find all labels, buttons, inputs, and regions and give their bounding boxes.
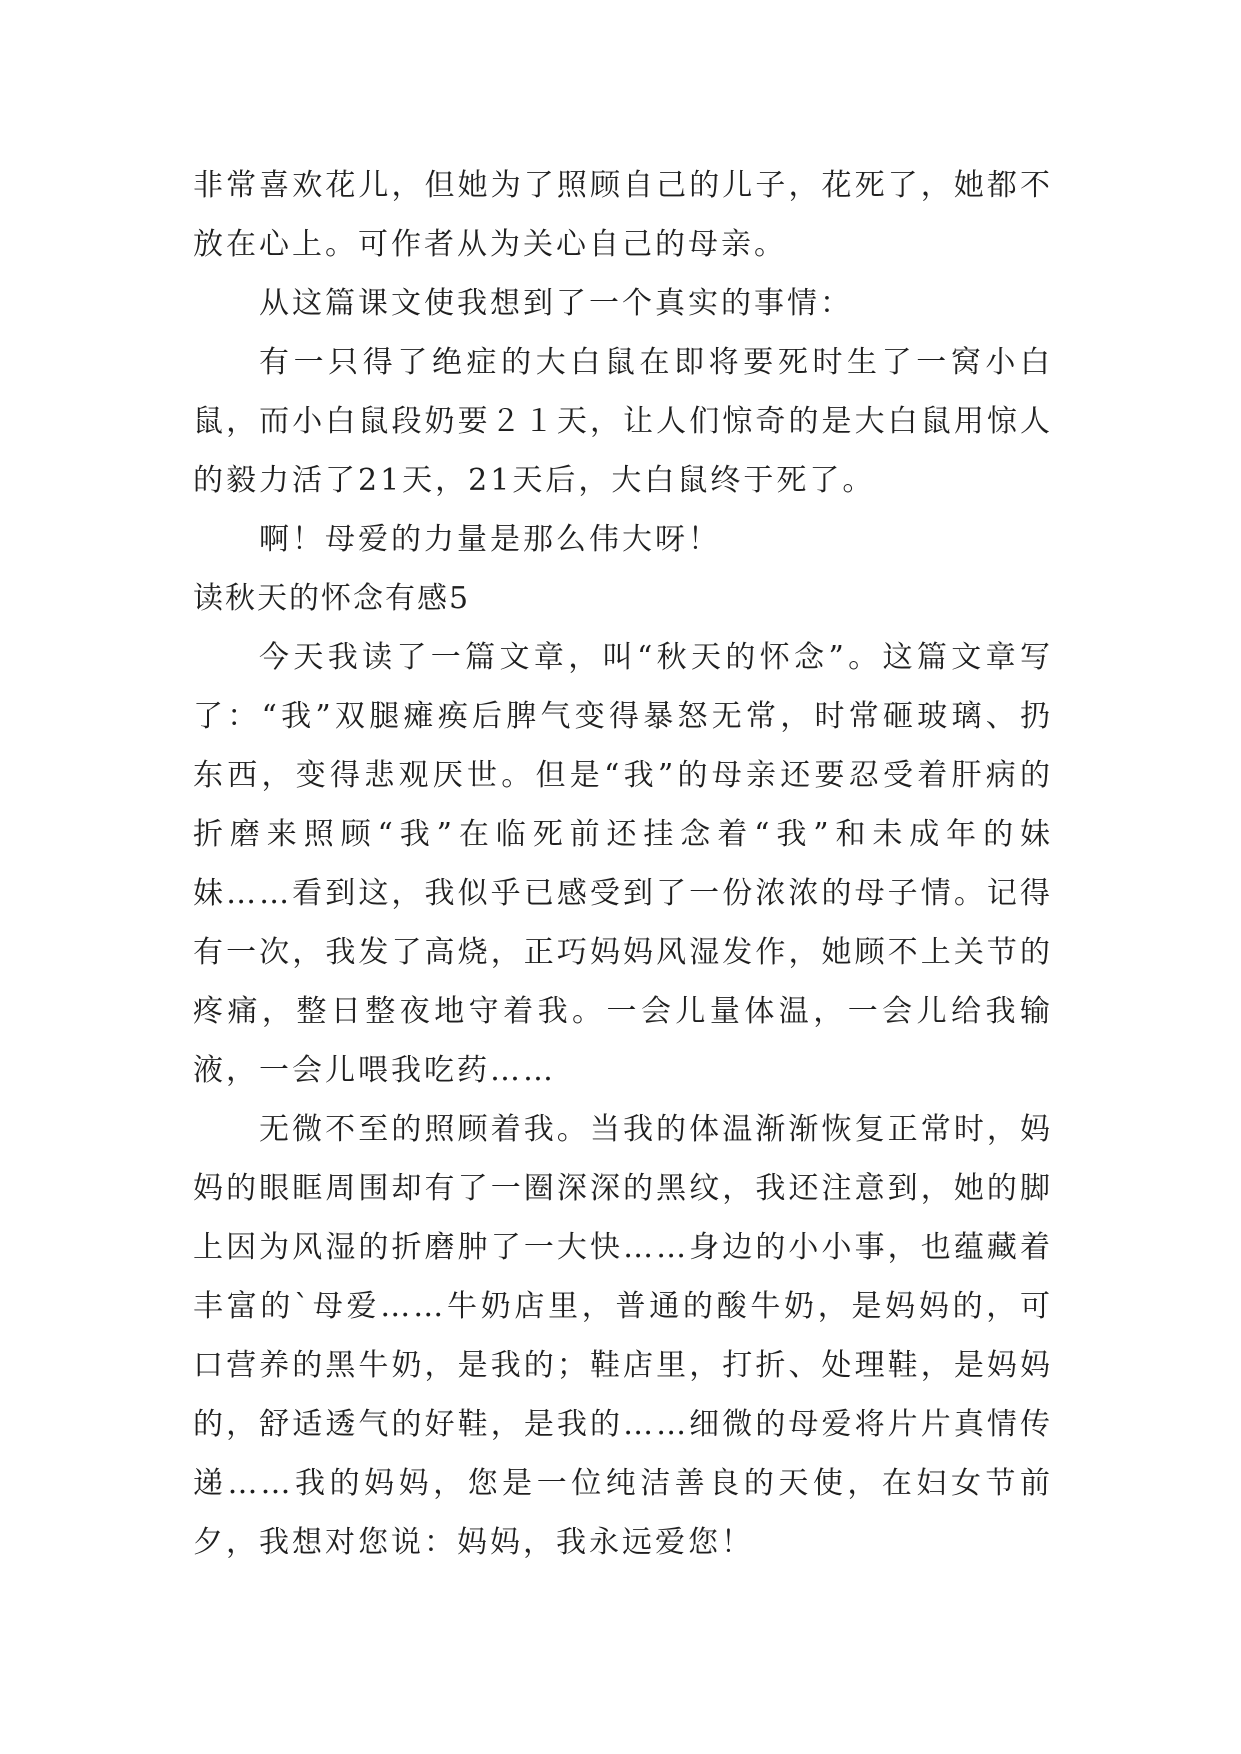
paragraph-exclamation: 啊！母爱的力量是那么伟大呀！	[259, 522, 721, 557]
document-body	[193, 156, 1053, 1572]
paragraph-reflection: 从这篇课文使我想到了一个真实的事情：	[259, 286, 853, 321]
paragraph-white-mouse-story: 有一只得了绝症的大白鼠在即将要死时生了一窝小白鼠，而小白鼠段奶要２１天，让人们惊奇的是大白鼠用惊人的毅力活了21天，21天后，大白鼠终于死了。	[193, 345, 1053, 498]
paragraph-essay-conclusion: 无微不至的照顾着我。当我的体温渐渐恢复正常时，妈妈的眼眶周围却有了一圈深深的黑纹，我还注意到，她的脚上因为风湿的折磨肿了一大快……身边的小小事，也蕴藏着丰富的`母爱……牛奶店里，普通的酸牛奶，是妈妈的，可口营养的黑牛奶，是我的；鞋店里，打折、处理鞋，是妈妈的，舒适透气的好鞋，是我的……细微的母爱将片片真情传递……我的妈妈，您是一位纯洁善良的天使，在妇女节前夕，我想对您说：妈妈，我永远爱您！	[193, 1112, 1053, 1560]
paragraph-continuation: 非常喜欢花儿，但她为了照顾自己的儿子，花死了，她都不放在心上。可作者从为关心自己的母亲。	[193, 168, 1053, 262]
paragraph-essay-intro: 今天我读了一篇文章，叫“秋天的怀念”。这篇文章写了：“我”双腿瘫痪后脾气变得暴怒无常，时常砸玻璃、扔东西，变得悲观厌世。但是“我”的母亲还要忍受着肝病的折磨来照顾“我”在临死前还挂念着“我”和未成年的妹妹……看到这，我似乎已感受到了一份浓浓的母子情。记得有一次，我发了高烧，正巧妈妈风湿发作，她顾不上关节的疼痛，整日整夜地守着我。一会儿量体温，一会儿给我输液，一会儿喂我吃药……	[193, 640, 1053, 1088]
section-heading: 读秋天的怀念有感5	[193, 581, 471, 616]
